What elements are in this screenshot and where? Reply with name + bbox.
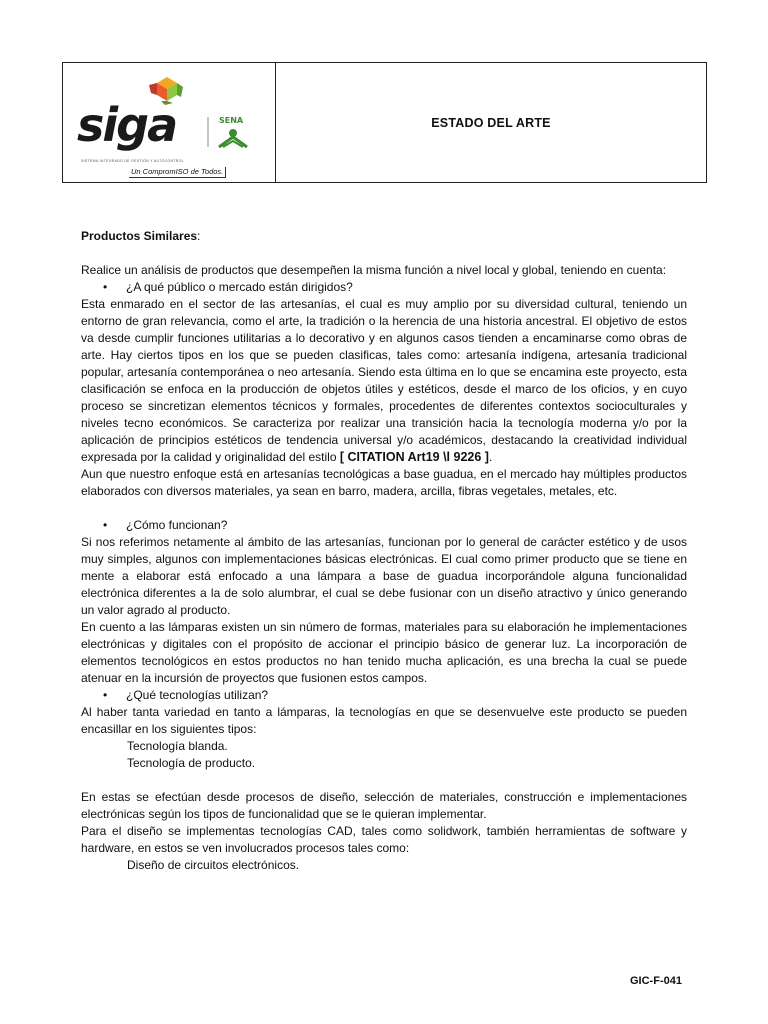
paragraph-4: En cuento a las lámparas existen un sin número de formas, materiales para su elaboración he implementaciones electrónicas y digitales con el propósito de accionar el principio básico de generar luz. La incorporación de elementos tecnológicos en estos productos no han tenido mucha aplicación, es una brecha la cual se puede atenuar en la incursión de proyectos que fusionen estos campos. bbox=[81, 620, 687, 685]
bullet-question-2: • ¿Cómo funcionan? bbox=[81, 517, 687, 534]
logo-subtext: SISTEMA INTEGRADO DE GESTIÓN Y AUTOCONTROL bbox=[81, 159, 184, 163]
document-title: ESTADO DEL ARTE bbox=[431, 115, 551, 130]
paragraph-5: Al haber tanta variedad en tanto a lámparas, la tecnologías en que se desenvuelve este producto se pueden encasillar en los siguientes tipos: bbox=[81, 705, 687, 736]
paragraph-2: Aun que nuestro enfoque está en artesanías tecnológicas a base guadua, en el mercado hay múltiples productos elaborados con diversos materiales, ya sean en barro, madera, arcilla, fibras vegetales, metales, etc. bbox=[81, 467, 687, 498]
siga-logo bbox=[73, 75, 268, 165]
citation-field: [ CITATION Art19 \l 9226 ] bbox=[339, 450, 489, 464]
technology-item-1: Tecnología blanda. bbox=[127, 739, 228, 753]
paragraph-6: En estas se efectúan desde procesos de diseño, selección de materiales, construcción e implementaciones electrónicas según los tipos de funcionalidad que se le quieran implementar. bbox=[81, 790, 687, 821]
paragraph-3: Si nos referimos netamente al ámbito de las artesanías, funcionan por lo general de carácter estético y de usos muy simples, algunos con implementaciones básicas electrónicas. El cual como primer producto que se tiene en mente a elaborar está enfocado a una lámpara a base de guadua incorporándole alguna funcionalidad electrónica diferentes a la de solo alumbrar, el cual se debe fusionar con un diseño atractivo y único generando un valor agrado al producto. bbox=[81, 535, 687, 617]
bullet-question-3: • ¿Qué tecnologías utilizan? bbox=[81, 687, 687, 704]
technology-item-2: Tecnología de producto. bbox=[127, 756, 256, 770]
svg-text:siga: siga bbox=[77, 98, 177, 152]
section-title: Productos Similares: bbox=[81, 229, 201, 243]
svg-text:SENA: SENA bbox=[219, 116, 244, 125]
paragraph-7: Para el diseño se implementas tecnologías CAD, tales como solidwork, también herramientas de software y hardware, en estos se ven involucrados procesos tales como: bbox=[81, 824, 687, 855]
header-table bbox=[62, 62, 707, 183]
bullet-question-1: • ¿A qué público o mercado están dirigidos? bbox=[81, 279, 687, 296]
intro-paragraph: Realice un análisis de productos que desempeñen la misma función a nivel local y global, teniendo en cuenta: bbox=[81, 263, 667, 277]
form-code: GIC-F-041 bbox=[630, 975, 682, 987]
paragraph-1: Esta enmarado en el sector de las artesanías, el cual es muy amplio por su diversidad cultural, teniendo un entorno de gran relevancia, como el arte, la tradición o la herencia de una historia ancestral. El objetivo de estos va desde cumplir funciones utilitarias a lo decorativo y en algunos casos tienden a encaminarse como obras de arte. Hay ciertos tipos en los que se pueden clasificas, tales como: artesanía indígena, artesanía tradicional popular, artesanía contemporánea o neo artesanía. Siendo esta última en lo que se encamina este proyecto, esta clasificación se enfoca en la producción de objetos útiles y estéticos, desde el marco de los oficios, y en cuyo proceso se sincretizan elementos técnicos y formales, procedentes de diferentes contextos socioculturales y niveles tecno económicos. Se caracteriza por realizar una transición hacia la tecnología moderna y/o por la aplicación de principios estéticos de tendencia universal y/o académicos, destacando la creatividad individual expresada por la calidad y originalidad del estilo [ CITATION Art19 \l 9226 ]. bbox=[81, 297, 687, 464]
logo-slogan: Un CompromISO de Todos. bbox=[129, 167, 226, 178]
sena-icon bbox=[219, 116, 247, 147]
process-item-1: Diseño de circuitos electrónicos. bbox=[127, 858, 300, 872]
document-body bbox=[81, 228, 687, 874]
logo-cell bbox=[63, 63, 276, 182]
